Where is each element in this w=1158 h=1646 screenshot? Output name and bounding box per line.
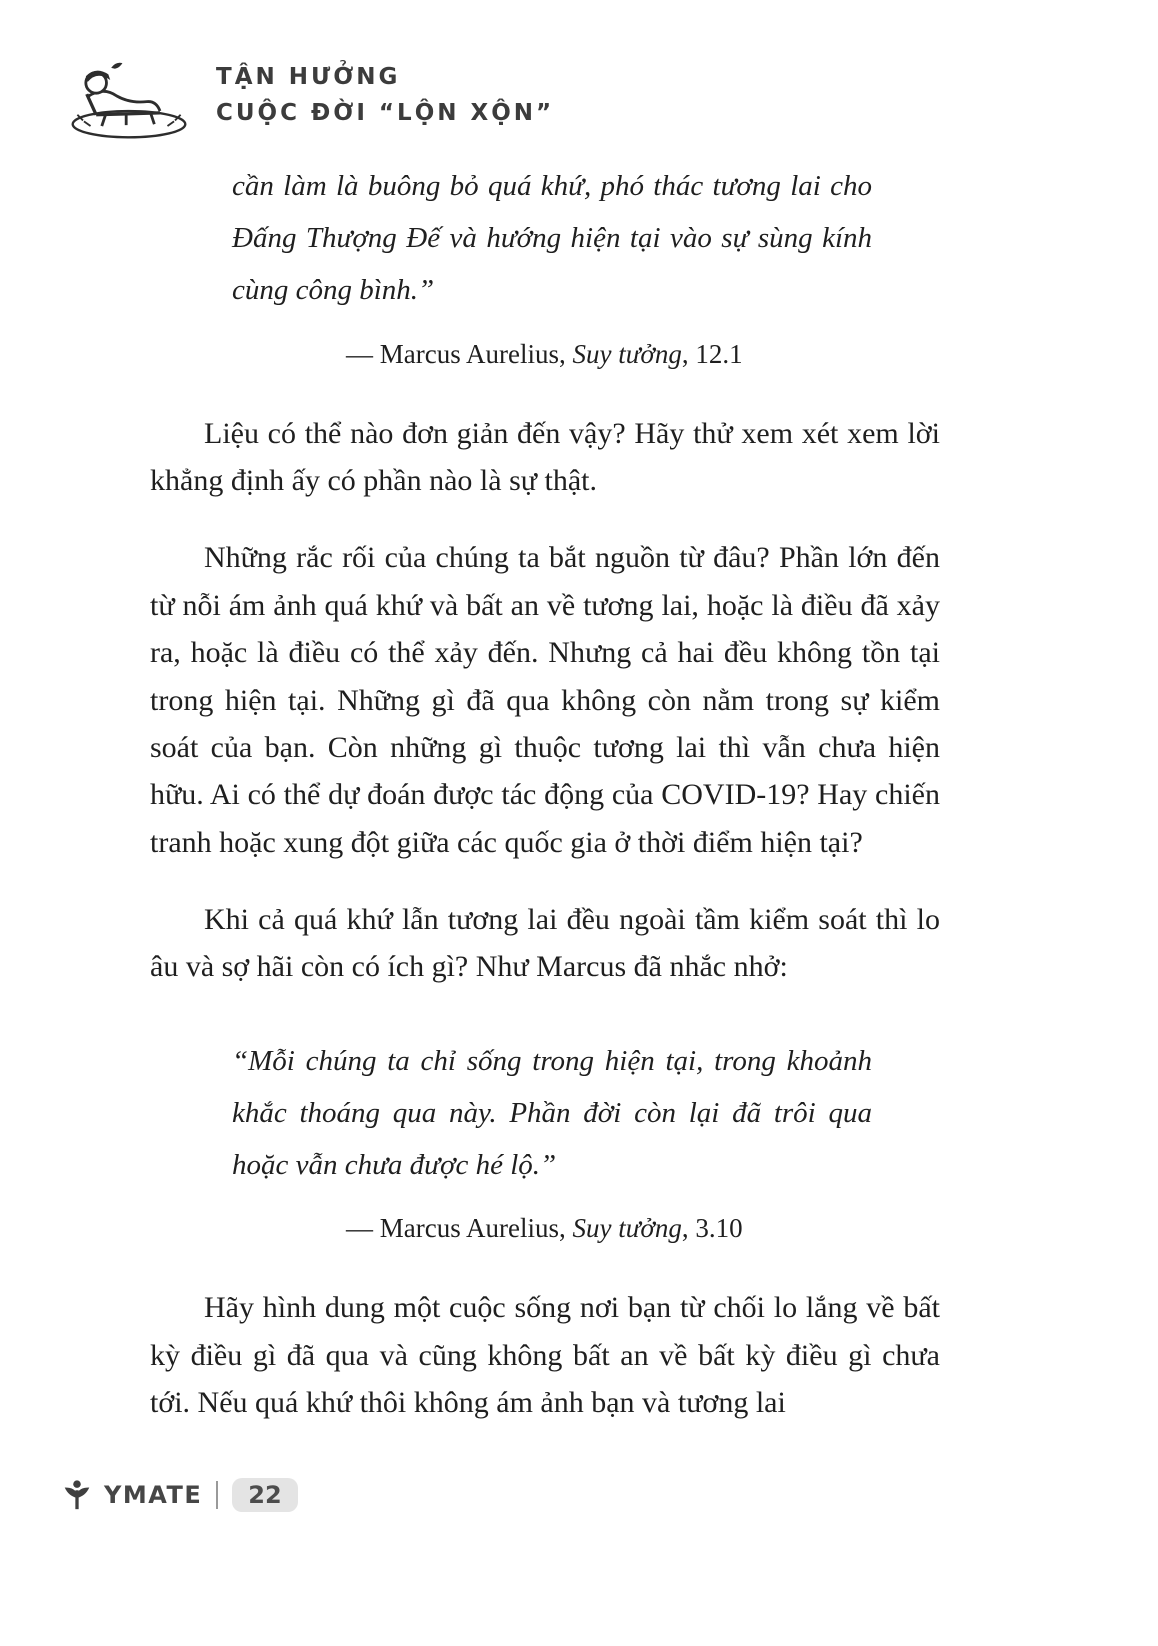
book-title bbox=[216, 60, 554, 131]
page-body bbox=[150, 160, 940, 1457]
page-header bbox=[68, 48, 554, 144]
ymate-logo-icon bbox=[60, 1478, 94, 1512]
attribution-2-ref: , 3.10 bbox=[681, 1213, 743, 1244]
attribution-1-prefix: — Marcus Aurelius, bbox=[346, 338, 573, 369]
quote-attribution-1 bbox=[346, 339, 940, 370]
quote-block-2 bbox=[232, 1035, 872, 1192]
lounging-figure-icon bbox=[68, 48, 190, 144]
book-title-line-1: TẬN HƯỞNG bbox=[216, 64, 401, 91]
book-title-line-2: CUỘC ĐỜI “LỘN XỘN” bbox=[216, 100, 555, 126]
lounging-figure-illustration bbox=[68, 48, 190, 144]
paragraph-1: Liệu có thể nào đơn giản đến vậy? Hãy thử xem xét xem lời khẳng định ấy có phần nào là sự thật. bbox=[150, 416, 940, 497]
attribution-1-ref: , 12.1 bbox=[681, 338, 743, 369]
paragraph-3: Khi cả quá khứ lẫn tương lai đều ngoài tầm kiểm soát thì lo âu và sợ hãi còn có ích gì? Như Marcus đã nhắc nhở: bbox=[150, 903, 940, 984]
quote-1-text: cần làm là buông bỏ quá khứ, phó thác tương lai cho Đấng Thượng Đế và hướng hiện tại vào sự sùng kính cùng công bình.” bbox=[232, 170, 872, 307]
attribution-2-work: Suy tưởng bbox=[572, 1213, 682, 1244]
quote-2-text: “Mỗi chúng ta chỉ sống trong hiện tại, trong khoảnh khắc thoáng qua này. Phần đời còn lại đã trôi qua hoặc vẫn chưa được hé lộ.” bbox=[232, 1044, 872, 1182]
footer-divider bbox=[216, 1481, 218, 1509]
quote-block-1 bbox=[232, 160, 872, 317]
attribution-1-work: Suy tưởng bbox=[572, 338, 682, 369]
page-footer bbox=[60, 1478, 298, 1512]
paragraph-4: Hãy hình dung một cuộc sống nơi bạn từ chối lo lắng về bất kỳ điều gì đã qua và cũng không bất an về bất kỳ điều gì chưa tới. Nếu quá khứ thôi không ám ảnh bạn và tương lai bbox=[150, 1291, 940, 1420]
page-number: 22 bbox=[232, 1478, 297, 1512]
paragraph-2: Những rắc rối của chúng ta bắt nguồn từ đâu? Phần lớn đến từ nỗi ám ảnh quá khứ và bất an về tương lai, hoặc là điều đã xảy ra, hoặc là điều có thể xảy đến. Nhưng cả hai đều không tồn tại trong hiện tại. Những gì đã qua không còn nằm trong sự kiểm soát của bạn. Còn những gì thuộc tương lai thì vẫn chưa hiện hữu. Ai có thể dự đoán được tác động của COVID-19? Hay chiến tranh hoặc xung đột giữa các quốc gia ở thời điểm hiện tại? bbox=[150, 541, 940, 859]
attribution-2-prefix: — Marcus Aurelius, bbox=[346, 1213, 573, 1244]
ymate-brand-label: YMATE bbox=[104, 1481, 203, 1509]
quote-attribution-2 bbox=[346, 1213, 940, 1244]
